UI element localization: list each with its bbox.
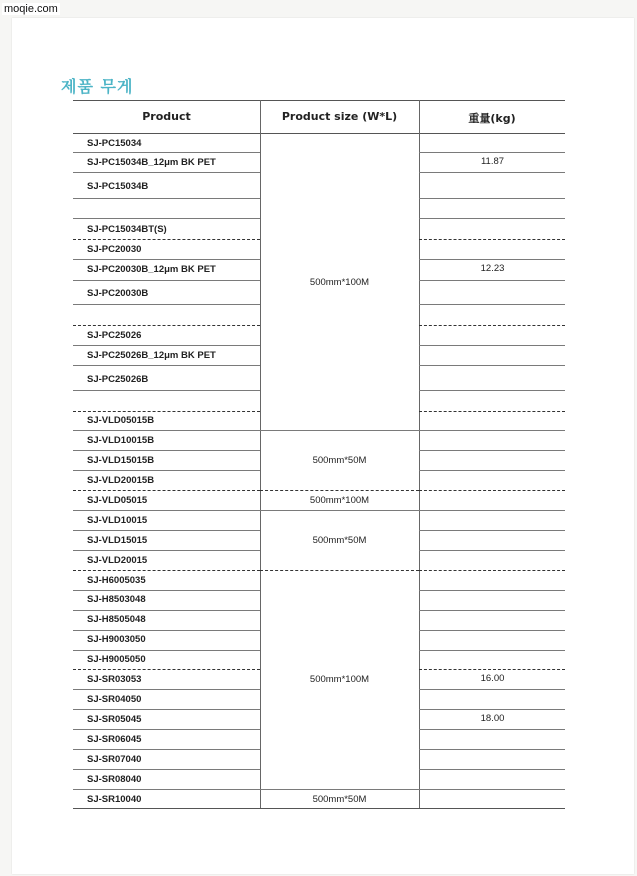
- weight-row-line-dashed: [419, 669, 565, 670]
- product-cell: SJ-VLD05015: [87, 495, 148, 506]
- row-line: [73, 530, 260, 531]
- product-cell: SJ-VLD05015B: [87, 415, 155, 426]
- weight-table: [73, 100, 565, 809]
- size-cell: 500mm*50M: [312, 455, 367, 466]
- row-line: [73, 172, 260, 173]
- weight-row-line: [419, 152, 565, 153]
- watermark: moqie.com: [4, 3, 58, 15]
- product-cell: SJ-VLD15015B: [87, 455, 155, 466]
- weight-row-line: [419, 280, 565, 281]
- size-cell: 500mm*100M: [309, 277, 370, 288]
- weight-row-line: [419, 610, 565, 611]
- weight-cell: 18.00: [480, 713, 505, 724]
- weight-row-line: [419, 218, 565, 219]
- product-cell: SJ-PC25026: [87, 330, 142, 341]
- table-bottom-rule: [73, 808, 565, 809]
- product-cell: SJ-VLD10015B: [87, 435, 155, 446]
- header-bottom-rule: [73, 133, 565, 134]
- weight-row-line: [419, 259, 565, 260]
- weight-row-line: [419, 729, 565, 730]
- row-line: [73, 365, 260, 366]
- row-line: [73, 749, 260, 750]
- weight-row-line: [419, 510, 565, 511]
- weight-row-line: [419, 198, 565, 199]
- row-line: [73, 390, 260, 391]
- product-cell: SJ-PC20030: [87, 244, 142, 255]
- row-line-dashed: [73, 239, 260, 240]
- weight-row-line-dashed: [419, 325, 565, 326]
- weight-row-line: [419, 530, 565, 531]
- row-line-dashed: [73, 669, 260, 670]
- row-line: [73, 630, 260, 631]
- row-line: [73, 789, 260, 790]
- product-cell: SJ-PC15034: [87, 138, 142, 149]
- size-group-line: [260, 789, 419, 790]
- weight-row-line: [419, 345, 565, 346]
- row-line-dashed: [73, 411, 260, 412]
- header-product: Product: [142, 110, 191, 123]
- weight-row-line: [419, 630, 565, 631]
- row-line: [73, 218, 260, 219]
- row-line-dashed: [73, 490, 260, 491]
- header-weight: 重量(kg): [468, 112, 516, 125]
- weight-row-line: [419, 304, 565, 305]
- row-line: [73, 550, 260, 551]
- row-line: [73, 650, 260, 651]
- row-line: [73, 610, 260, 611]
- row-line: [73, 345, 260, 346]
- weight-row-line-dashed: [419, 570, 565, 571]
- size-cell: 500mm*50M: [312, 794, 367, 805]
- weight-row-line: [419, 769, 565, 770]
- weight-cell: 12.23: [480, 263, 505, 274]
- weight-row-line: [419, 789, 565, 790]
- row-line: [73, 729, 260, 730]
- weight-row-line: [419, 590, 565, 591]
- row-line: [73, 280, 260, 281]
- size-group-line: [260, 570, 419, 571]
- weight-cell: 16.00: [480, 673, 505, 684]
- weight-row-line: [419, 390, 565, 391]
- row-line: [73, 259, 260, 260]
- product-cell: SJ-SR06045: [87, 734, 142, 745]
- size-group-line: [260, 510, 419, 511]
- weight-row-line: [419, 689, 565, 690]
- row-line-dashed: [73, 570, 260, 571]
- product-cell: SJ-PC15034B_12μm BK PET: [87, 157, 216, 168]
- product-cell: SJ-SR08040: [87, 774, 142, 785]
- column-divider: [419, 100, 420, 809]
- product-cell: SJ-PC25026B_12μm BK PET: [87, 350, 216, 361]
- row-line: [73, 769, 260, 770]
- row-line: [73, 304, 260, 305]
- product-cell: SJ-VLD20015B: [87, 475, 155, 486]
- product-cell: SJ-SR05045: [87, 714, 142, 725]
- product-cell: SJ-H6005035: [87, 575, 146, 586]
- weight-row-line: [419, 450, 565, 451]
- row-line: [73, 510, 260, 511]
- weight-row-line: [419, 749, 565, 750]
- product-cell: SJ-VLD20015: [87, 555, 148, 566]
- product-cell: SJ-PC25026B: [87, 374, 149, 385]
- product-cell: SJ-VLD15015: [87, 535, 148, 546]
- row-line: [73, 470, 260, 471]
- size-cell: 500mm*50M: [312, 535, 367, 546]
- product-cell: SJ-SR07040: [87, 754, 142, 765]
- weight-row-line: [419, 650, 565, 651]
- weight-row-line-dashed: [419, 239, 565, 240]
- row-line: [73, 709, 260, 710]
- product-cell: SJ-PC15034B: [87, 181, 149, 192]
- weight-cell: 11.87: [480, 156, 505, 167]
- product-cell: SJ-H9005050: [87, 654, 146, 665]
- product-cell: SJ-SR04050: [87, 694, 142, 705]
- weight-row-line: [419, 172, 565, 173]
- row-line: [73, 689, 260, 690]
- product-cell: SJ-SR03053: [87, 674, 142, 685]
- row-line: [73, 450, 260, 451]
- row-line: [73, 590, 260, 591]
- row-line: [73, 430, 260, 431]
- section-title: 제품 무게: [61, 77, 134, 96]
- product-cell: SJ-VLD10015: [87, 515, 148, 526]
- product-cell: SJ-PC20030B: [87, 288, 149, 299]
- size-cell: 500mm*100M: [309, 674, 370, 685]
- weight-row-line-dashed: [419, 411, 565, 412]
- size-group-line: [260, 490, 419, 491]
- product-cell: SJ-PC20030B_12μm BK PET: [87, 264, 216, 275]
- product-cell: SJ-H8505048: [87, 614, 146, 625]
- header-size: Product size (W*L): [281, 110, 398, 123]
- weight-row-line: [419, 365, 565, 366]
- size-group-line: [260, 430, 419, 431]
- product-cell: SJ-H8503048: [87, 594, 146, 605]
- weight-row-line: [419, 430, 565, 431]
- table-top-rule: [73, 100, 565, 101]
- weight-row-line: [419, 470, 565, 471]
- product-cell: SJ-SR10040: [87, 794, 142, 805]
- size-cell: 500mm*100M: [309, 495, 370, 506]
- weight-row-line: [419, 550, 565, 551]
- row-line: [73, 152, 260, 153]
- product-cell: SJ-PC15034BT(S): [87, 224, 167, 235]
- weight-row-line: [419, 709, 565, 710]
- product-cell: SJ-H9003050: [87, 634, 146, 645]
- row-line: [73, 198, 260, 199]
- row-line-dashed: [73, 325, 260, 326]
- weight-row-line-dashed: [419, 490, 565, 491]
